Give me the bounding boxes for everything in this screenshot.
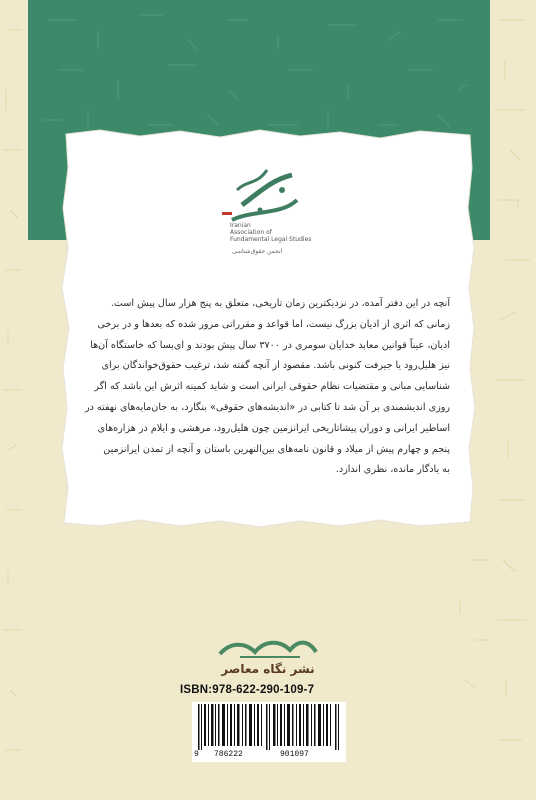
association-line-2: Association of (230, 229, 272, 236)
association-line-3: Fundamental Legal Studies (230, 236, 312, 243)
blurb-line: زمانی که اثری از ادیان بزرگ نیست، اما قواعد و مقرراتی مرور شده که بعدها و در برخی (97, 318, 450, 330)
blurb-line: اساطیر ایرانی و دوران پیشاتاریخی ایرانزمین چون هلیل‌رود، مرهشی و ایلام در هزاره‌های (97, 422, 450, 434)
publisher-name: نشر نگاه معاصر (221, 662, 315, 676)
isbn-label: ISBN:978-622-290-109-7 (180, 684, 315, 696)
barcode-digits-left: 786222 (214, 750, 243, 759)
association-name-en (230, 222, 311, 243)
blurb-line: نیز هلیل‌رود یا جیرفت کنونی باشد. مقصود از آنچه گفته شد، ترغیب حقوق‌خواندگان برای (101, 360, 450, 372)
barcode-icon (192, 702, 346, 750)
blurb-line: به یادگار مانده، نظری اندازد. (335, 464, 450, 476)
barcode-digits-right: 901097 (280, 750, 309, 759)
blurb-line: روزی اندیشمندی بر آن شد تا کتابی در «اندیشه‌های حقوقی» بنگارد، به جان‌مایه‌های نهفته در (84, 401, 450, 413)
association-logo-icon (212, 160, 322, 260)
association-line-1: Iranian (230, 222, 251, 229)
publisher-logo-icon (210, 632, 326, 662)
back-cover-blurb (84, 294, 450, 481)
barcode-digit-prefix: 9 (194, 750, 199, 759)
blurb-line: پنجم و چهارم پیش از میلاد و قانون نامه‌های بین‌النهرین باستان و آنچه از تمدن ایرانزمین (103, 443, 450, 455)
association-name-fa: انجمن حقوق‌شناسی (232, 248, 283, 255)
blurb-line: شناسایی مبانی و مقتضیات نظام حقوقی ایرانی است و شاید کمینه اثرش این باشد که اگر (94, 381, 450, 393)
barcode-digits (192, 750, 346, 762)
blurb-line: ادیان، عیناً قوانین معابد خدایان سومری در ۳۷۰۰ سال پیش بودند و ای‌بسا که خاستگاه آن‌ها (90, 339, 450, 351)
blurb-line: آنچه در این دفتر آمده، در نزدیکترین زمان تاریخی، متعلق به پنج هزار سال پیش است. (110, 298, 450, 309)
